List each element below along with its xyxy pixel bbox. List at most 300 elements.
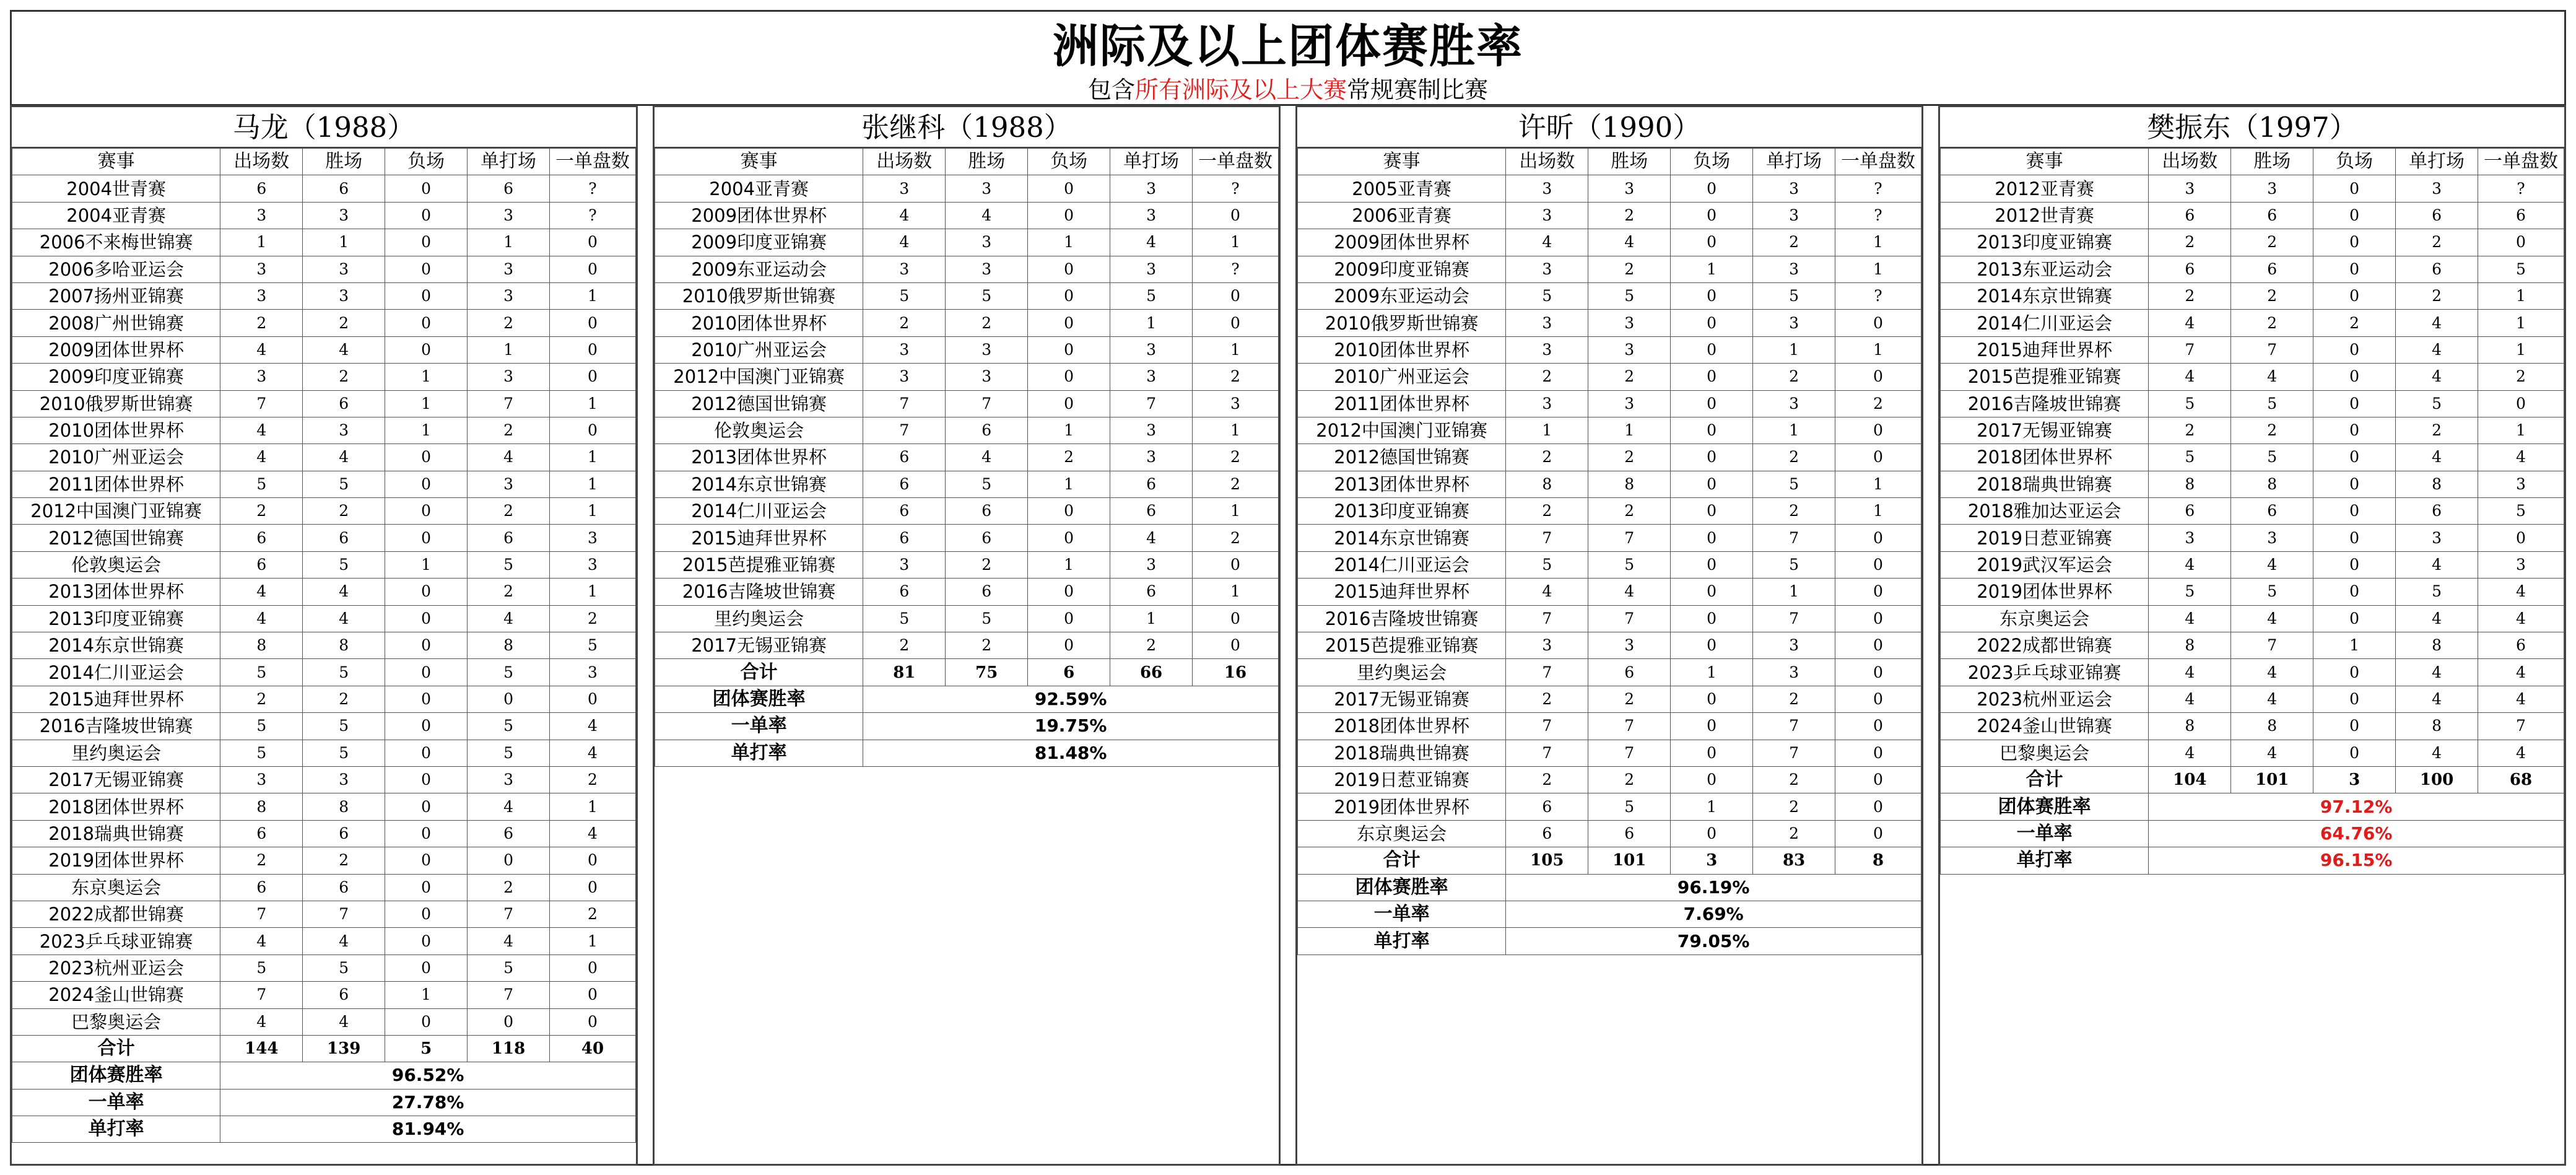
- stat-cell: 4: [946, 202, 1028, 229]
- stat-cell: 2: [1588, 256, 1671, 282]
- stat-cell: 0: [1835, 525, 1921, 551]
- stat-cell: 4: [2396, 740, 2478, 766]
- player-name: 马龙（1988）: [12, 107, 636, 148]
- table-row: [1941, 551, 2564, 578]
- stat-cell: 4: [1110, 229, 1193, 256]
- stat-cell: 7: [1506, 713, 1588, 740]
- stat-cell: 5: [2149, 579, 2231, 605]
- stat-cell: ?: [550, 202, 636, 229]
- stat-cell: 8: [2231, 471, 2313, 497]
- table-row: [655, 310, 1279, 336]
- event-cell: 2012德国世锦赛: [12, 525, 220, 551]
- total-row: [12, 1035, 636, 1062]
- stat-cell: 1: [1671, 659, 1753, 686]
- stat-cell: 5: [550, 632, 636, 659]
- team-rate-label: 团体赛胜率: [12, 1062, 220, 1089]
- stat-cell: 8: [1506, 471, 1588, 497]
- total-cell: 118: [468, 1035, 550, 1062]
- table-row: [12, 847, 636, 874]
- stat-cell: 1: [550, 471, 636, 497]
- stat-cell: 2: [220, 686, 303, 712]
- table-row: [12, 336, 636, 363]
- stat-cell: 7: [2149, 336, 2231, 363]
- stat-cell: 0: [1028, 310, 1110, 336]
- stat-cell: 0: [2313, 417, 2396, 443]
- table-row: [655, 417, 1279, 443]
- stat-cell: 5: [2149, 444, 2231, 471]
- table-row: [1941, 444, 2564, 471]
- event-cell: 巴黎奥运会: [1941, 740, 2149, 766]
- stat-cell: 0: [385, 793, 468, 820]
- stat-cell: 1: [550, 579, 636, 605]
- stat-cell: 1: [385, 982, 468, 1008]
- event-cell: 2024釜山世锦赛: [12, 982, 220, 1008]
- stat-cell: 5: [468, 551, 550, 578]
- event-cell: 2019团体世界杯: [1298, 793, 1506, 820]
- first-single-rate-value: 7.69%: [1506, 901, 1921, 927]
- event-cell: 2017无锡亚锦赛: [12, 766, 220, 793]
- stat-cell: 3: [946, 364, 1028, 390]
- stat-cell: 7: [863, 417, 946, 443]
- event-cell: 2012德国世锦赛: [1298, 444, 1506, 471]
- stat-cell: 6: [303, 175, 385, 202]
- stat-cell: 0: [385, 336, 468, 363]
- first-single-rate-label: 一单率: [1941, 820, 2149, 847]
- stat-cell: 4: [550, 820, 636, 847]
- stat-cell: 1: [1028, 471, 1110, 497]
- stat-cell: 6: [1110, 579, 1193, 605]
- stat-cell: 0: [2313, 740, 2396, 766]
- stat-cell: 0: [2313, 525, 2396, 551]
- stat-cell: 8: [2231, 713, 2313, 740]
- stat-cell: 6: [2149, 256, 2231, 282]
- stat-cell: 0: [1671, 471, 1753, 497]
- stat-cell: 2: [1588, 686, 1671, 712]
- stat-cell: 5: [303, 659, 385, 686]
- total-cell: 40: [550, 1035, 636, 1062]
- stat-cell: 0: [2313, 444, 2396, 471]
- event-cell: 2023杭州亚运会: [12, 954, 220, 981]
- stat-cell: 4: [2149, 551, 2231, 578]
- event-cell: 2009东亚运动会: [1298, 282, 1506, 309]
- stat-cell: 2: [946, 632, 1028, 659]
- stat-cell: 5: [2478, 498, 2564, 525]
- stat-cell: 0: [1671, 820, 1753, 847]
- stat-cell: 7: [468, 901, 550, 927]
- stat-cell: 5: [2478, 256, 2564, 282]
- stat-cell: 0: [2313, 551, 2396, 578]
- stat-cell: 4: [2396, 364, 2478, 390]
- stat-cell: 1: [1753, 417, 1835, 443]
- page-title: 洲际及以上团体赛胜率: [1053, 20, 1523, 73]
- stat-cell: 3: [1588, 310, 1671, 336]
- stat-cell: ?: [1835, 282, 1921, 309]
- stats-table: [1940, 148, 2564, 875]
- event-cell: 2017无锡亚锦赛: [655, 632, 863, 659]
- stat-cell: 7: [2231, 336, 2313, 363]
- stat-cell: 7: [1506, 605, 1588, 632]
- stat-cell: 0: [2313, 282, 2396, 309]
- stat-cell: 2: [946, 310, 1028, 336]
- stats-table: [1297, 148, 1921, 955]
- stat-cell: 3: [1506, 175, 1588, 202]
- event-cell: 东京奥运会: [12, 874, 220, 901]
- stat-cell: 0: [1193, 632, 1279, 659]
- stat-cell: 0: [468, 1008, 550, 1035]
- team-rate-label: 团体赛胜率: [655, 686, 863, 712]
- stat-cell: 0: [1671, 175, 1753, 202]
- stat-cell: 2: [303, 498, 385, 525]
- stat-cell: 1: [1193, 417, 1279, 443]
- stat-cell: 0: [1671, 740, 1753, 766]
- event-cell: 2006不来梅世锦赛: [12, 229, 220, 256]
- stat-cell: 7: [1110, 390, 1193, 417]
- stat-cell: 3: [1753, 310, 1835, 336]
- stat-cell: 5: [303, 551, 385, 578]
- stat-cell: 2: [2149, 229, 2231, 256]
- stat-cell: 2: [2396, 282, 2478, 309]
- singles-rate-row: [1941, 847, 2564, 874]
- stat-cell: 0: [385, 740, 468, 766]
- table-row: [1298, 202, 1921, 229]
- stat-cell: 2: [2313, 310, 2396, 336]
- stat-cell: 5: [2396, 390, 2478, 417]
- stat-cell: 1: [1588, 417, 1671, 443]
- stat-cell: 5: [1753, 282, 1835, 309]
- stat-cell: 0: [550, 229, 636, 256]
- table-row: [12, 874, 636, 901]
- subtitle-highlight: 所有洲际及以上大赛: [1134, 76, 1347, 103]
- stat-cell: 0: [1671, 310, 1753, 336]
- stat-cell: 6: [220, 175, 303, 202]
- event-cell: 2010广州亚运会: [655, 336, 863, 363]
- event-cell: 2018团体世界杯: [12, 793, 220, 820]
- header-row: [1298, 149, 1921, 175]
- stat-cell: 2: [468, 417, 550, 443]
- stat-cell: 3: [1753, 256, 1835, 282]
- stat-cell: 1: [1671, 256, 1753, 282]
- event-cell: 2019日惹亚锦赛: [1941, 525, 2149, 551]
- table-row: [1941, 364, 2564, 390]
- stat-cell: 6: [1506, 793, 1588, 820]
- event-cell: 2013团体世界杯: [655, 444, 863, 471]
- event-cell: 2019武汉军运会: [1941, 551, 2149, 578]
- column-header: 一单盘数: [1835, 149, 1921, 175]
- stat-cell: 7: [1753, 605, 1835, 632]
- table-row: [655, 336, 1279, 363]
- stat-cell: 0: [1835, 417, 1921, 443]
- stat-cell: 3: [863, 551, 946, 578]
- header-row: [1941, 149, 2564, 175]
- stat-cell: 4: [303, 928, 385, 954]
- stat-cell: 5: [2231, 390, 2313, 417]
- stat-cell: 5: [946, 605, 1028, 632]
- stat-cell: 8: [303, 632, 385, 659]
- stat-cell: 1: [468, 336, 550, 363]
- stat-cell: 2: [2149, 417, 2231, 443]
- stat-cell: 4: [220, 1008, 303, 1035]
- stat-cell: 6: [2396, 256, 2478, 282]
- stat-cell: 8: [2396, 471, 2478, 497]
- table-row: [12, 740, 636, 766]
- stat-cell: 2: [1588, 364, 1671, 390]
- table-row: [12, 525, 636, 551]
- column-header: 胜场: [946, 149, 1028, 175]
- stat-cell: 1: [1193, 336, 1279, 363]
- stat-cell: 5: [303, 740, 385, 766]
- event-cell: 2019团体世界杯: [1941, 579, 2149, 605]
- stat-cell: 0: [550, 417, 636, 443]
- total-label: 合计: [1941, 766, 2149, 793]
- stat-cell: 3: [2396, 525, 2478, 551]
- stat-cell: 3: [468, 256, 550, 282]
- stat-cell: 0: [468, 847, 550, 874]
- stat-cell: 7: [468, 390, 550, 417]
- stat-cell: 0: [385, 847, 468, 874]
- column-header: 赛事: [655, 149, 863, 175]
- table-row: [1941, 310, 2564, 336]
- team-rate-value: 96.52%: [220, 1062, 636, 1089]
- first-single-rate-label: 一单率: [655, 713, 863, 740]
- stat-cell: 2: [2231, 229, 2313, 256]
- stat-cell: 0: [550, 686, 636, 712]
- stat-cell: 2: [2231, 417, 2313, 443]
- stat-cell: 2: [1753, 766, 1835, 793]
- stat-cell: 2: [1588, 202, 1671, 229]
- column-header: 赛事: [12, 149, 220, 175]
- event-cell: 2023乒乓球亚锦赛: [12, 928, 220, 954]
- stat-cell: 4: [2231, 659, 2313, 686]
- stat-cell: 0: [1835, 579, 1921, 605]
- stat-cell: 4: [2478, 605, 2564, 632]
- event-cell: 伦敦奥运会: [12, 551, 220, 578]
- event-cell: 2004亚青赛: [655, 175, 863, 202]
- table-row: [12, 579, 636, 605]
- table-row: [1941, 659, 2564, 686]
- stat-cell: 3: [220, 364, 303, 390]
- column-header: 一单盘数: [2478, 149, 2564, 175]
- event-cell: 2013印度亚锦赛: [1298, 498, 1506, 525]
- event-cell: 2009团体世界杯: [655, 202, 863, 229]
- stat-cell: ?: [2478, 175, 2564, 202]
- stat-cell: 1: [303, 229, 385, 256]
- table-row: [655, 551, 1279, 578]
- stat-cell: 0: [2313, 336, 2396, 363]
- singles-rate-label: 单打率: [1941, 847, 2149, 874]
- stat-cell: 0: [385, 498, 468, 525]
- table-row: [1298, 605, 1921, 632]
- stat-cell: 8: [220, 793, 303, 820]
- event-cell: 2018团体世界杯: [1941, 444, 2149, 471]
- subtitle-prefix: 包含: [1087, 76, 1135, 103]
- stat-cell: 3: [2396, 175, 2478, 202]
- stat-cell: 2: [550, 901, 636, 927]
- stat-cell: 1: [2478, 336, 2564, 363]
- event-cell: 2008广州世锦赛: [12, 310, 220, 336]
- stat-cell: 0: [385, 310, 468, 336]
- stat-cell: 3: [1588, 175, 1671, 202]
- stat-cell: 1: [1835, 256, 1921, 282]
- stat-cell: 1: [1193, 579, 1279, 605]
- team-rate-row: [655, 686, 1279, 712]
- stat-cell: 7: [1588, 605, 1671, 632]
- stat-cell: 3: [2231, 175, 2313, 202]
- stat-cell: 0: [2313, 471, 2396, 497]
- stat-cell: 7: [2231, 632, 2313, 659]
- stat-cell: 2: [1835, 390, 1921, 417]
- stat-cell: 0: [1835, 659, 1921, 686]
- stat-cell: 0: [1835, 713, 1921, 740]
- stat-cell: 6: [946, 579, 1028, 605]
- stat-cell: 3: [1753, 632, 1835, 659]
- stat-cell: 0: [385, 579, 468, 605]
- stat-cell: 0: [1671, 444, 1753, 471]
- table-row: [12, 175, 636, 202]
- stat-cell: 0: [385, 686, 468, 712]
- stat-cell: 7: [1753, 740, 1835, 766]
- stat-cell: 5: [1110, 282, 1193, 309]
- stat-cell: 0: [1028, 525, 1110, 551]
- stat-cell: 2: [2231, 282, 2313, 309]
- event-cell: 2014东京世锦赛: [655, 471, 863, 497]
- stat-cell: 1: [550, 928, 636, 954]
- stat-cell: 2: [1753, 498, 1835, 525]
- event-cell: 2007扬州亚锦赛: [12, 282, 220, 309]
- stat-cell: 0: [1671, 390, 1753, 417]
- stat-cell: 2: [1193, 471, 1279, 497]
- stat-cell: 0: [2313, 686, 2396, 712]
- column-header: 出场数: [2149, 149, 2231, 175]
- table-row: [1941, 498, 2564, 525]
- stat-cell: 6: [468, 525, 550, 551]
- event-cell: 2016吉隆坡世锦赛: [1298, 605, 1506, 632]
- table-row: [1298, 525, 1921, 551]
- first-single-rate-label: 一单率: [1298, 901, 1506, 927]
- stat-cell: 0: [1028, 390, 1110, 417]
- stat-cell: 4: [2149, 310, 2231, 336]
- event-cell: 2009团体世界杯: [12, 336, 220, 363]
- stat-cell: 2: [1753, 686, 1835, 712]
- stat-cell: 6: [220, 551, 303, 578]
- stat-cell: 2: [1753, 229, 1835, 256]
- stat-cell: 7: [220, 390, 303, 417]
- team-rate-row: [1941, 793, 2564, 820]
- stat-cell: 3: [1110, 551, 1193, 578]
- stat-cell: 0: [1671, 713, 1753, 740]
- stat-cell: 0: [1835, 686, 1921, 712]
- stat-cell: 0: [385, 444, 468, 471]
- stat-cell: 0: [385, 471, 468, 497]
- event-cell: 2013团体世界杯: [12, 579, 220, 605]
- stat-cell: 0: [1193, 310, 1279, 336]
- table-row: [655, 256, 1279, 282]
- event-cell: 2013印度亚锦赛: [1941, 229, 2149, 256]
- table-row: [12, 444, 636, 471]
- first-single-rate-row: [12, 1089, 636, 1116]
- stat-cell: 3: [946, 229, 1028, 256]
- stat-cell: 2: [220, 310, 303, 336]
- table-row: [1941, 390, 2564, 417]
- table-row: [1298, 390, 1921, 417]
- stat-cell: 4: [2396, 686, 2478, 712]
- stat-cell: 0: [2478, 390, 2564, 417]
- stat-cell: 0: [1193, 605, 1279, 632]
- table-row: [655, 390, 1279, 417]
- event-cell: 2013团体世界杯: [1298, 471, 1506, 497]
- table-row: [1298, 793, 1921, 820]
- stat-cell: 3: [550, 659, 636, 686]
- header-row: [12, 149, 636, 175]
- stat-cell: 6: [303, 525, 385, 551]
- table-row: [1298, 498, 1921, 525]
- event-cell: 伦敦奥运会: [655, 417, 863, 443]
- table-row: [655, 579, 1279, 605]
- column-header: 胜场: [303, 149, 385, 175]
- stat-cell: 6: [1110, 471, 1193, 497]
- stat-cell: 4: [2478, 579, 2564, 605]
- stat-cell: 3: [303, 202, 385, 229]
- stat-cell: 4: [468, 793, 550, 820]
- column-header: 出场数: [863, 149, 946, 175]
- player-name: 张继科（1988）: [655, 107, 1279, 148]
- stat-cell: 3: [1110, 175, 1193, 202]
- total-row: [655, 659, 1279, 686]
- table-row: [12, 632, 636, 659]
- stat-cell: 3: [1193, 390, 1279, 417]
- stat-cell: 4: [2396, 336, 2478, 363]
- stat-cell: 0: [550, 982, 636, 1008]
- total-row: [1941, 766, 2564, 793]
- stat-cell: 2: [2396, 417, 2478, 443]
- table-row: [12, 202, 636, 229]
- stat-cell: 4: [2231, 551, 2313, 578]
- stat-cell: 0: [2313, 175, 2396, 202]
- event-cell: 2018团体世界杯: [1298, 713, 1506, 740]
- total-cell: 75: [946, 659, 1028, 686]
- stat-cell: 2: [1588, 498, 1671, 525]
- stat-cell: 7: [1506, 659, 1588, 686]
- stat-cell: 3: [1753, 659, 1835, 686]
- player-name: 樊振东（1997）: [1940, 107, 2564, 148]
- stat-cell: 0: [1835, 740, 1921, 766]
- event-cell: 2016吉隆坡世锦赛: [12, 713, 220, 740]
- column-header: 胜场: [2231, 149, 2313, 175]
- stat-cell: 7: [220, 982, 303, 1008]
- stat-cell: 4: [2478, 740, 2564, 766]
- table-row: [12, 551, 636, 578]
- column-header: 出场数: [1506, 149, 1588, 175]
- stat-cell: 4: [550, 740, 636, 766]
- page-subtitle: [12, 76, 2564, 103]
- stat-cell: 0: [550, 847, 636, 874]
- total-cell: 83: [1753, 847, 1835, 874]
- stat-cell: 6: [2231, 202, 2313, 229]
- event-cell: 2019日惹亚锦赛: [1298, 766, 1506, 793]
- table-row: [12, 713, 636, 740]
- stat-cell: 2: [550, 766, 636, 793]
- event-cell: 2015迪拜世界杯: [655, 525, 863, 551]
- stat-cell: 4: [2149, 686, 2231, 712]
- stat-cell: 5: [1588, 282, 1671, 309]
- event-cell: 2012中国澳门亚锦赛: [655, 364, 863, 390]
- stat-cell: 5: [468, 713, 550, 740]
- event-cell: 2005亚青赛: [1298, 175, 1506, 202]
- column-header: 负场: [1028, 149, 1110, 175]
- header-row: [655, 149, 1279, 175]
- column-header: 赛事: [1941, 149, 2149, 175]
- stat-cell: 0: [1193, 551, 1279, 578]
- event-cell: 2015迪拜世界杯: [12, 686, 220, 712]
